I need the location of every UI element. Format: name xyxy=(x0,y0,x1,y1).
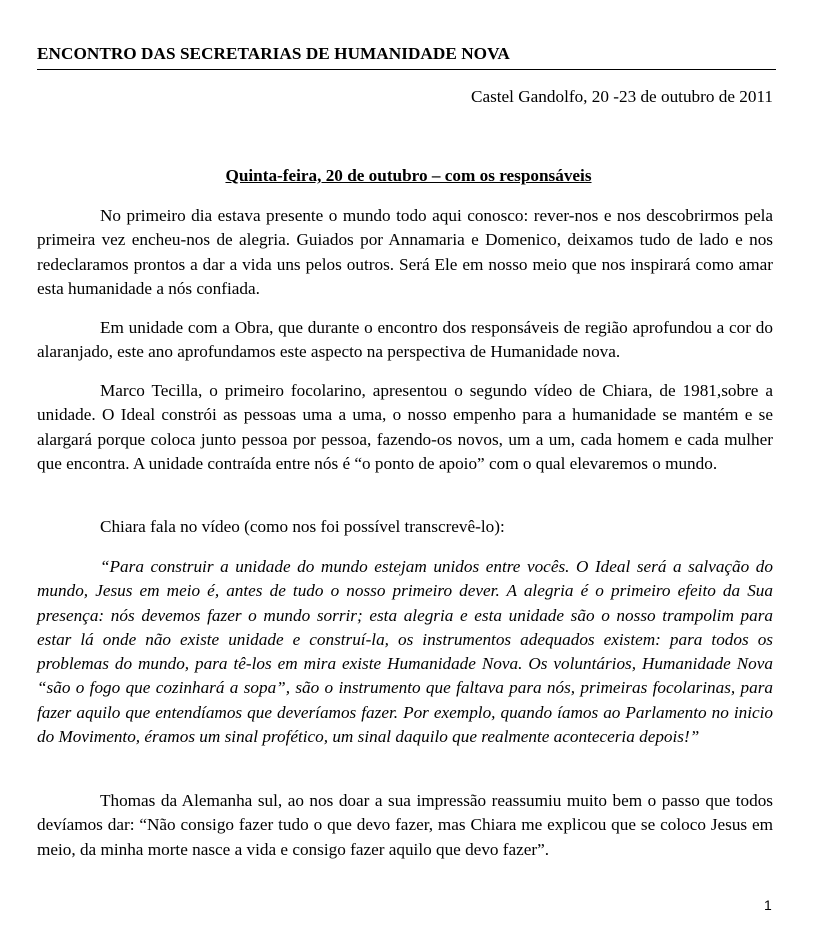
section-heading xyxy=(0,166,817,186)
paragraph-chiara-quote: “Para construir a unidade do mundo estejam unidos entre vocês. O Ideal será a salvação do mundo, Jesus em meio é, antes de tudo o nosso primeiro dever. A alegria é o primeiro efeito da Sua presença: nós devemos fazer o mundo sorrir; esta alegria e esta unidade são o nosso trampolim para estar lá onde não existe unidade e construí-la, os instrumentos adequados existem: para todos os problemas do mundo, para tê-los em mira existe Humanidade Nova. Os voluntários, Humanidade Nova “são o fogo que cozinhará a sopa”, são o instrumento que faltava para nós, primeiras focolarinas, para fazer aquilo que entendíamos que deveríamos fazer. Por exemplo, quando íamos ao Parlamento no inicio do Movimento, éramos um sinal profético, um sinal daquilo que realmente aconteceria depois!” xyxy=(37,557,773,747)
place-date: Castel Gandolfo, 20 -23 de outubro de 2011 xyxy=(471,87,773,106)
document-header-title: ENCONTRO DAS SECRETARIAS DE HUMANIDADE NOVA xyxy=(37,44,510,63)
section-heading-text: Quinta-feira, 20 de outubro – com os responsáveis xyxy=(225,166,592,185)
paragraph-chiara-video-intro: Chiara fala no vídeo (como nos foi possível transcrevê-lo): xyxy=(100,517,505,536)
paragraph-thomas: Thomas da Alemanha sul, ao nos doar a sua impressão reassumiu muito bem o passo que todos devíamos dar: “Não consigo fazer tudo o que devo fazer, mas Chiara me explicou que se coloco Jesus em meio, da minha morte nasce a vida e consigo fazer aquilo que devo fazer”. xyxy=(37,791,773,859)
paragraph-unity-with-work: Em unidade com a Obra, que durante o encontro dos responsáveis de região aprofundou a cor do alaranjado, este ano aprofundamos este aspecto na perspectiva de Humanidade nova. xyxy=(37,318,773,362)
paragraph-first-day: No primeiro dia estava presente o mundo todo aqui conosco: rever-nos e nos descobrirmos pela primeira vez encheu-nos de alegria. Guiados por Annamaria e Domenico, deixamos tudo de lado e nos redeclaramos prontos a dar a vida uns pelos outros. Será Ele em nosso meio que nos inspirará como amar esta humanidade a nós confiada. xyxy=(37,206,773,298)
paragraph-marco-tecilla: Marco Tecilla, o primeiro focolarino, apresentou o segundo vídeo de Chiara, de 1981,sobre a unidade. O Ideal constrói as pessoas uma a uma, o nosso empenho para a humanidade se mantém e se alargará porque coloca junto pessoa por pessoa, fazendo-os novos, um a um, cada homem e cada mulher que encontra. A unidade contraída entre nós é “o ponto de apoio” com o qual elevaremos o mundo. xyxy=(37,381,773,473)
header-divider xyxy=(37,69,776,70)
page-number: 1 xyxy=(764,897,772,913)
